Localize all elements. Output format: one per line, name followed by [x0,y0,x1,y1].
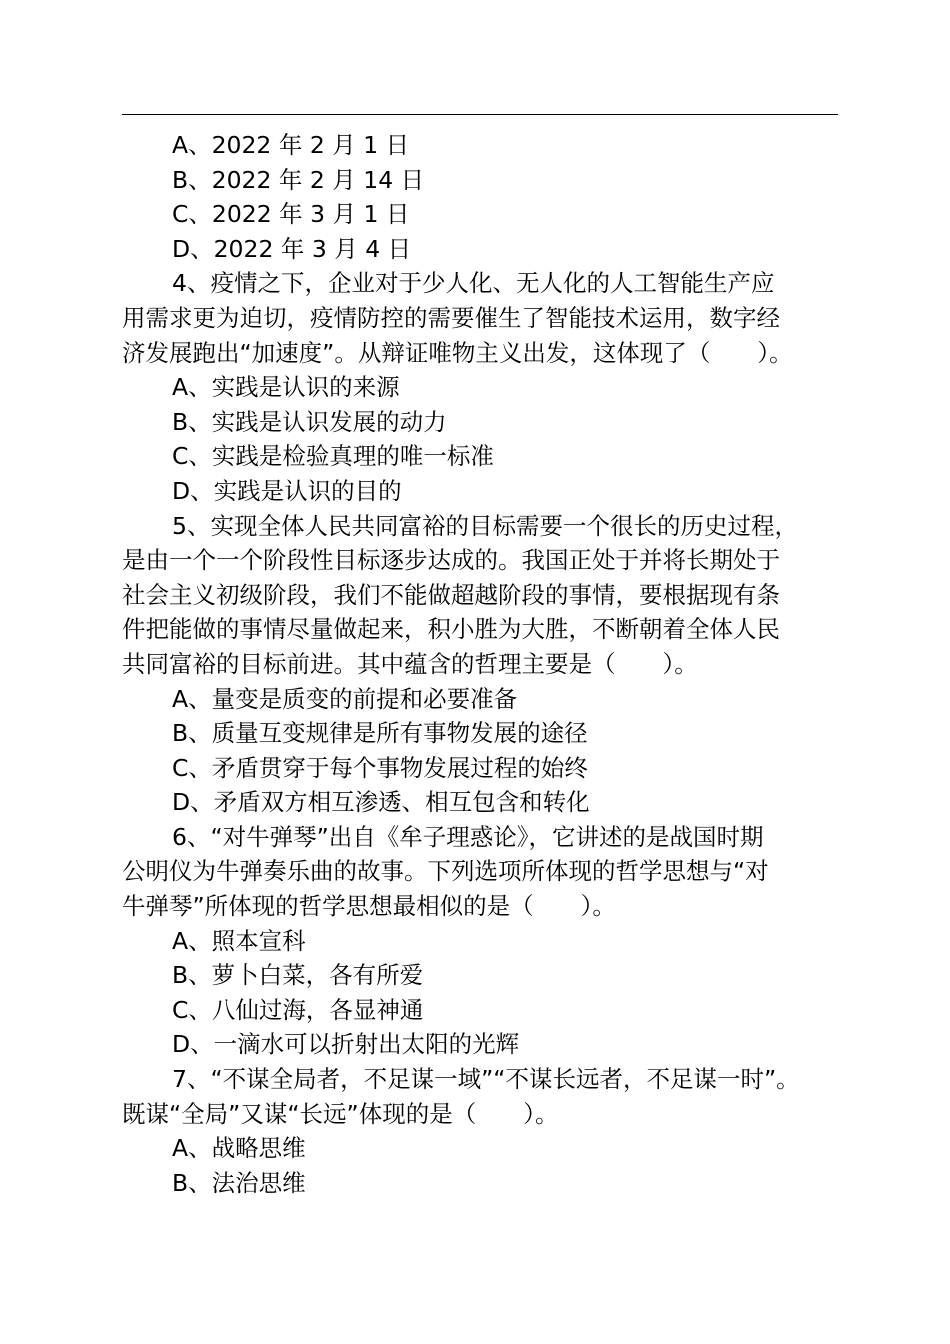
option-c: C、矛盾贯穿于每个事物发展过程的始终 [172,753,588,782]
option-b: B、质量互变规律是所有事物发展的途径 [172,719,588,748]
option-a: A、2022 年 2 月 1 日 [172,131,410,159]
document-body [122,128,838,1200]
question-3-options [122,128,838,266]
option-b: B、法治思维 [172,1168,306,1197]
question-4-options [122,370,838,508]
question-6-line: 牛弹琴”所体现的哲学思想最相似的是（ ）。 [122,892,616,921]
option-b: B、萝卜白菜，各有所爱 [172,961,424,990]
header-rule [122,114,838,115]
option-d: D、一滴水可以折射出太阳的光辉 [172,1030,520,1059]
question-7 [122,1062,838,1131]
question-7-options [122,1131,838,1200]
option-a: A、战略思维 [172,1134,306,1163]
question-4-line: 4、疫情之下，企业对于少人化、无人化的人工智能生产应 [172,269,775,298]
question-5-line: 是由一个一个阶段性目标逐步达成的。我国正处于并将长期处于 [122,546,780,575]
question-7-line: 7、“不谋全局者，不足谋一域”“不谋长远者，不足谋一时”。 [172,1065,800,1094]
question-6-line: 公明仪为牛弹奏乐曲的故事。下列选项所体现的哲学思想与“对 [122,857,769,886]
option-c: C、2022 年 3 月 1 日 [172,200,410,229]
question-6 [122,820,838,924]
option-a: A、实践是认识的来源 [172,373,400,402]
question-5-line: 共同富裕的目标前进。其中蕴含的哲理主要是（ ）。 [122,649,698,678]
option-d: D、矛盾双方相互渗透、相互包含和转化 [172,788,590,817]
question-4-line: 用需求更为迫切，疫情防控的需要催生了智能技术运用，数字经 [122,303,780,332]
question-5-line: 件把能做的事情尽量做起来，积小胜为大胜，不断朝着全体人民 [122,615,780,644]
question-6-line: 6、“对牛弹琴”出自《牟子理惑论》，它讲述的是战国时期 [172,822,764,851]
question-5-options [122,682,838,820]
option-b: B、2022 年 2 月 14 日 [172,165,425,194]
option-a: A、量变是质变的前提和必要准备 [172,684,518,713]
question-7-line: 既谋“全局”又谋“长远”体现的是（ ）。 [122,1099,559,1128]
question-5-line: 5、实现全体人民共同富裕的目标需要一个很长的历史过程， [172,511,798,540]
option-a: A、照本宣科 [172,926,306,955]
option-c: C、八仙过海，各显神通 [172,995,424,1024]
question-5-line: 社会主义初级阶段，我们不能做超越阶段的事情，要根据现有条 [122,580,780,609]
option-d: D、实践是认识的目的 [172,476,402,505]
option-d: D、2022 年 3 月 4 日 [172,234,412,263]
question-4-line: 济发展跑出“加速度”。从辩证唯物主义出发，这体现了（ ）。 [122,338,793,367]
option-b: B、实践是认识发展的动力 [172,407,447,436]
question-6-options [122,924,838,1062]
question-5 [122,509,838,682]
question-4 [122,266,838,370]
option-c: C、实践是检验真理的唯一标准 [172,442,494,471]
